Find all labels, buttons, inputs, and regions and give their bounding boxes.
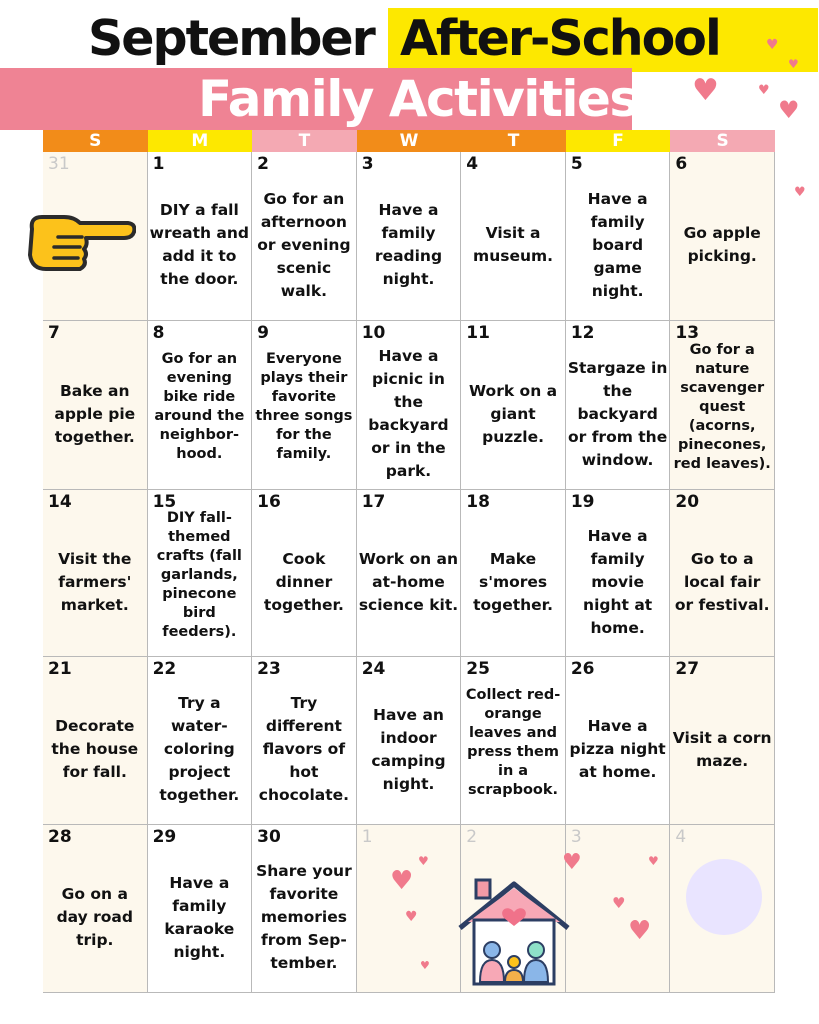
calendar-day-cell <box>148 152 253 321</box>
heart-icon: ♥ <box>648 854 659 868</box>
heart-icon: ♥ <box>562 850 582 875</box>
calendar-day-cell <box>461 152 566 321</box>
heart-icon: ♥ <box>692 73 719 108</box>
weekday-header: T <box>252 130 357 152</box>
day-number: 27 <box>675 659 700 679</box>
activity-label: Have a family karaoke night. <box>164 873 235 961</box>
activity-text <box>150 498 250 652</box>
activity-label: Have an indoor camping night. <box>371 705 446 793</box>
weekday-header: S <box>43 130 148 152</box>
activity-text <box>150 174 250 316</box>
calendar-day-cell <box>357 657 462 825</box>
heart-icon: ♥ <box>418 854 429 868</box>
day-number: 4 <box>675 827 687 847</box>
activity-text <box>150 847 250 988</box>
day-number: 17 <box>361 492 386 512</box>
calendar-day-cell <box>252 490 357 657</box>
subtitle: Family Activities <box>198 70 638 128</box>
day-number: 3 <box>570 827 582 847</box>
heart-icon: ♥ <box>612 894 626 912</box>
heart-icon: ♥ <box>794 185 806 200</box>
activity-text <box>150 329 250 485</box>
activity-label: Make s'mores together. <box>473 549 554 614</box>
activity-text <box>672 174 772 316</box>
activity-text <box>672 512 772 652</box>
day-number: 12 <box>570 323 595 343</box>
weekday-header: S <box>670 130 775 152</box>
activity-text <box>463 665 563 820</box>
day-number: 26 <box>570 659 595 679</box>
weekday-header: F <box>566 130 671 152</box>
activity-text <box>254 847 354 988</box>
house-family-icon <box>456 876 572 988</box>
activity-text <box>359 512 459 652</box>
activity-label: Share your favorite memories from Sep-tember. <box>256 862 352 972</box>
activity-label: Collect red-orange leaves and press them in a scrapbook. <box>465 686 561 798</box>
heart-icon: ♥ <box>405 909 418 925</box>
activity-label: Go on a day road trip. <box>56 885 133 949</box>
activity-text <box>463 512 563 652</box>
activity-text <box>45 343 145 485</box>
activity-label: Bake an apple pie together. <box>54 381 136 446</box>
calendar-day-cell <box>566 321 671 490</box>
calendar-day-cell <box>461 490 566 657</box>
activity-text <box>672 679 772 820</box>
day-number: 2 <box>257 154 269 174</box>
activity-label: Visit a corn maze. <box>672 728 772 770</box>
activity-text <box>45 512 145 652</box>
calendar-day-cell <box>670 152 775 321</box>
day-number: 5 <box>570 154 583 174</box>
activity-text <box>568 343 668 485</box>
day-number: 14 <box>48 492 72 512</box>
activity-label: Go apple picking. <box>683 224 761 265</box>
activity-label: Decorate the house for fall. <box>51 717 139 781</box>
weekday-header: M <box>148 130 253 152</box>
day-number: 7 <box>48 323 60 343</box>
day-number: 28 <box>48 827 72 847</box>
day-number: 24 <box>361 659 386 679</box>
activity-text <box>150 679 250 820</box>
activity-text <box>45 679 145 820</box>
calendar-day-cell <box>148 657 253 825</box>
activity-label: Have a family reading night. <box>374 201 443 288</box>
calendar-day-cell <box>148 825 253 993</box>
heart-icon: ♥ <box>766 37 779 53</box>
calendar-day-cell <box>566 490 671 657</box>
activity-label: Go to a local fair or festival. <box>674 549 770 614</box>
activity-label: Have a picnic in the backyard or in the park. <box>368 347 449 480</box>
day-number: 8 <box>152 323 165 343</box>
title-highlight: After-School <box>400 10 720 67</box>
day-number: 19 <box>570 492 595 512</box>
day-number: 4 <box>466 154 479 174</box>
activity-label: Visit the farmers' market. <box>58 549 132 614</box>
heart-icon: ♥ <box>420 959 430 972</box>
day-number: 23 <box>257 659 281 679</box>
day-number: 25 <box>466 659 490 679</box>
heart-icon: ♥ <box>390 866 414 896</box>
activity-label: Try different flavors of hot chocolate. <box>258 694 350 804</box>
activity-text <box>359 343 459 485</box>
activity-label: Have a family movie night at home. <box>583 526 653 637</box>
day-number: 9 <box>257 323 269 343</box>
calendar-day-cell <box>670 321 775 490</box>
calendar-day-cell <box>252 152 357 321</box>
day-number: 21 <box>48 659 72 679</box>
calendar-day-cell <box>43 321 148 490</box>
pointing-hand-icon <box>24 207 136 277</box>
activity-text <box>254 679 354 820</box>
day-number: 16 <box>257 492 281 512</box>
day-number: 3 <box>361 154 374 174</box>
calendar-day-cell <box>43 657 148 825</box>
day-number: 1 <box>152 154 165 174</box>
activity-label: Work on a giant puzzle. <box>469 381 558 446</box>
activity-text <box>672 329 772 485</box>
activity-label: Work on an at-home science kit. <box>358 549 459 614</box>
activity-text <box>359 174 459 316</box>
calendar-day-cell <box>357 152 462 321</box>
activity-label: Go for a nature scavenger quest (acorns, pinecones, red leaves). <box>673 341 771 472</box>
activity-text <box>359 679 459 820</box>
activity-label: Go for an afternoon or evening scenic walk. <box>257 189 351 300</box>
day-number: 20 <box>675 492 700 512</box>
calendar-day-cell <box>43 490 148 657</box>
calendar-day-cell <box>148 490 253 657</box>
heart-icon: ♥ <box>758 83 770 98</box>
activity-text <box>568 512 668 652</box>
calendar-day-cell <box>461 657 566 825</box>
heart-icon: ♥ <box>628 916 652 946</box>
day-number: 10 <box>361 323 386 343</box>
activity-label: Go for an evening bike ride around the neighbor-hood. <box>154 351 245 462</box>
activity-label: Visit a museum. <box>473 224 554 265</box>
calendar-day-cell <box>566 657 671 825</box>
weekday-header: W <box>357 130 462 152</box>
day-number: 1 <box>361 827 373 847</box>
heart-icon: ♥ <box>778 96 800 124</box>
activity-label: DIY fall-themed crafts (fall garlands, pinecone bird feeders). <box>156 509 242 640</box>
activity-label: Stargaze in the backyard or from the window. <box>567 358 668 469</box>
day-number: 22 <box>152 659 177 679</box>
calendar-day-cell <box>252 321 357 490</box>
day-number: 15 <box>152 492 177 512</box>
calendar-day-cell <box>461 321 566 490</box>
calendar-day-cell <box>252 657 357 825</box>
calendar-day-cell <box>357 490 462 657</box>
calendar-day-cell <box>148 321 253 490</box>
calendar-day-cell <box>670 490 775 657</box>
day-number: 2 <box>466 827 478 847</box>
calendar-day-cell <box>357 321 462 490</box>
activity-label: Have a family board game night. <box>587 189 648 300</box>
activity-text <box>463 343 563 485</box>
activity-text <box>254 329 354 485</box>
heart-icon: ♥ <box>788 57 799 71</box>
calendar-day-cell <box>43 825 148 993</box>
activity-label: Cook dinner together. <box>263 549 344 614</box>
day-number: 18 <box>466 492 490 512</box>
logo-badge <box>686 859 762 935</box>
calendar-day-cell <box>252 825 357 993</box>
activity-label: Everyone plays their favorite three songs for the family. <box>255 351 353 462</box>
calendar-day-cell <box>670 657 775 825</box>
activity-text <box>463 174 563 316</box>
title-block <box>0 4 819 70</box>
day-number: 11 <box>466 323 490 343</box>
day-number: 30 <box>257 827 281 847</box>
day-number: 6 <box>675 154 688 174</box>
activity-text <box>568 174 668 316</box>
day-number: 13 <box>675 323 700 343</box>
activity-text <box>254 512 354 652</box>
weekday-header: T <box>461 130 566 152</box>
title-month: September <box>88 10 374 67</box>
activity-text <box>45 847 145 988</box>
activity-label: DIY a fall wreath and add it to the door. <box>149 201 250 288</box>
day-number: 29 <box>152 827 177 847</box>
activity-label: Have a pizza night at home. <box>569 717 666 781</box>
activity-text <box>254 174 354 316</box>
activity-label: Try a water-coloring project together. <box>159 694 240 804</box>
day-number: 31 <box>48 154 70 174</box>
calendar-day-cell <box>566 152 671 321</box>
calendar-grid <box>43 130 775 993</box>
activity-text <box>568 679 668 820</box>
